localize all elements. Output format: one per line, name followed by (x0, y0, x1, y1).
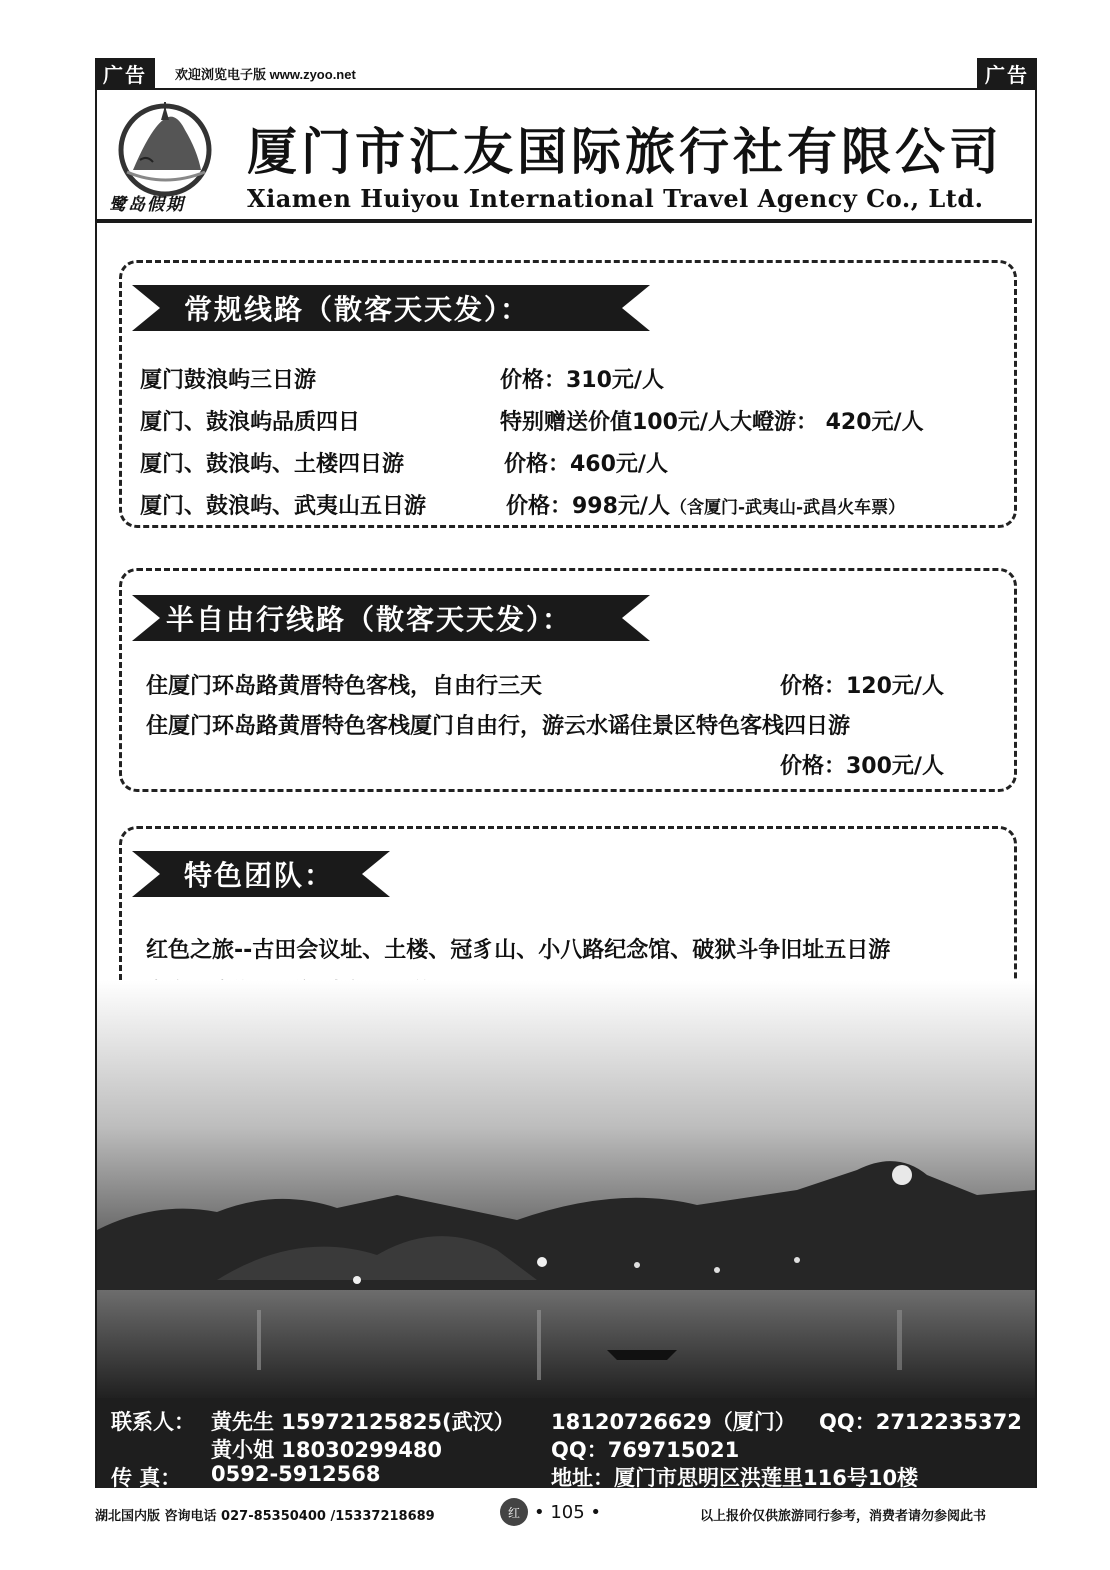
regular-routes-banner (132, 285, 650, 331)
route-3-price: 价格：460元/人 (504, 452, 668, 477)
agency-title-cn: 厦门市汇友国际旅行社有限公司 (247, 123, 1003, 181)
page-number-text: • 105 • (534, 1501, 602, 1523)
semi-route-2-name: 住厦门环岛路黄厝特色客栈厦门自由行，游云水谣住景区特色客栈四日游 (146, 714, 851, 739)
contact-xiamen-phone: 18120726629（厦门） (551, 1410, 796, 1434)
fax-number: 0592-5912568 (211, 1462, 381, 1486)
semi-route-2-price: 价格：300元/人 (780, 754, 944, 779)
ad-frame (95, 88, 1037, 1488)
special-group-1: 红色之旅--古田会议址、土楼、冠豸山、小八路纪念馆、破狱斗争旧址五日游 (146, 938, 891, 963)
contact-label: 联系人： (111, 1410, 195, 1434)
contact-qq-1: QQ：2712235372 (819, 1410, 1022, 1434)
regular-routes-section (119, 260, 1017, 528)
header-divider (97, 219, 1032, 223)
semi-route-1-name: 住厦门环岛路黄厝特色客栈，自由行三天 (146, 674, 543, 699)
logo-text: 鹭岛假期 (109, 195, 185, 215)
special-groups-banner (132, 851, 390, 897)
agency-title-en: Xiamen Huiyou International Travel Agency Co., Ltd. (247, 184, 984, 213)
contact-mr-huang: 黄先生 15972125825(武汉） (211, 1410, 515, 1434)
fax-label: 传 真： (111, 1466, 182, 1490)
route-4-name: 厦门、鼓浪屿、武夷山五日游 (140, 494, 427, 519)
route-4-note: （含厦门-武夷山-武昌火车票） (669, 498, 906, 518)
footer-right: 以上报价仅供旅游同行参考，消费者请勿参阅此书 (700, 1509, 987, 1524)
address: 地址：厦门市思明区洪莲里116号10楼 (551, 1466, 919, 1490)
welcome-text[interactable]: 欢迎浏览电子版 www.zyoo.net (175, 67, 356, 82)
contact-ms-huang: 黄小姐 18030299480 (211, 1438, 443, 1462)
semi-independent-section (119, 568, 1017, 792)
route-4-price-value: 价格：998元/人 (506, 494, 670, 519)
route-3-name: 厦门、鼓浪屿、土楼四日游 (140, 452, 405, 477)
route-4-price (506, 489, 905, 520)
contact-bar (97, 1398, 1035, 1488)
contact-qq-2: QQ：769715021 (551, 1438, 740, 1462)
semi-route-1-price: 价格：120元/人 (780, 674, 944, 699)
edition-badge: 红 (500, 1498, 528, 1526)
route-2-name: 厦门、鼓浪屿品质四日 (140, 410, 361, 435)
footer-left: 湖北国内版 咨询电话 027-85350400 /15337218689 (95, 1509, 435, 1524)
regular-routes-title: 常规线路（散客天天发）： (184, 293, 531, 326)
gulangyu-night-photo (97, 980, 1035, 1400)
semi-independent-banner (132, 595, 650, 641)
ad-label-left: 广告 (95, 58, 155, 88)
page-number (500, 1498, 601, 1526)
route-1-price: 价格：310元/人 (500, 368, 664, 393)
route-1-name: 厦门鼓浪屿三日游 (140, 368, 317, 393)
route-2-price: 特别赠送价值100元/人大嶝游： 420元/人 (500, 410, 924, 435)
special-groups-title: 特色团队： (184, 859, 335, 892)
semi-independent-title: 半自由行线路（散客天天发）： (166, 603, 573, 636)
ad-label-right: 广告 (977, 58, 1037, 88)
